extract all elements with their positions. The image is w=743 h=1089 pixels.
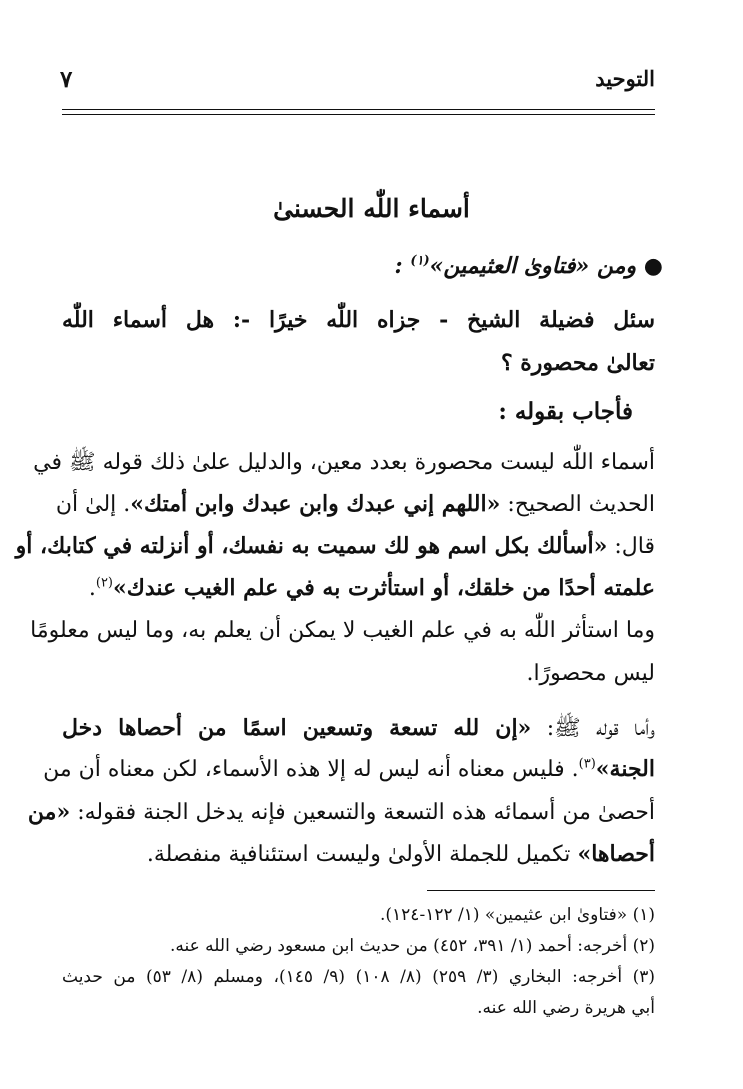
para2-line-4-text: تكميل للجملة الأولىٰ وليست استئنافية منفصلة. — [146, 842, 578, 867]
para2-line-1 — [62, 714, 655, 746]
question-line-1: سئل فضيلة الشيخ - جزاه اللّٰه خيرًا -: هل أسماء اللّٰه — [62, 307, 655, 333]
hadith-quote-2: «أسألك بكل اسم هو لك سميت به نفسك، أو أنزلته في كتابك، أو — [15, 533, 608, 559]
para1-line-1: أسماء اللّٰه ليست محصورة بعدد معين، والدليل علىٰ ذلك قوله ﷺ في — [33, 450, 655, 475]
hadith-quote-1: «اللهم إني عبدك وابن عبدك وابن أمتك» — [130, 491, 501, 517]
para1-line-5: وما استأثر اللّٰه به في علم الغيب لا يمكن أن يعلم به، وما ليس معلومًا — [30, 618, 655, 643]
hadith-quote-3: «إن لله تسعة وتسعين اسمًا من أحصاها دخل — [62, 715, 532, 741]
para1-line-6: ليس محصورًا. — [526, 661, 655, 686]
footnote-1: (١) «فتاوىٰ ابن عثيمين» (١/ ١٢٢-١٢٤). — [379, 905, 655, 925]
header-rule-bottom — [62, 114, 655, 115]
hadith-quote-2-cont: علمته أحدًا من خلقك، أو استأثرت به في علم الغيب عندك» — [113, 575, 655, 601]
para2-line-2-text: . فليس معناه أنه ليس له إلا هذه الأسماء، لكن معناه أن من — [43, 757, 579, 782]
footnote-ref-3: (٣) — [578, 756, 596, 772]
para1-line-2 — [55, 491, 655, 517]
para2-line-3 — [27, 799, 655, 825]
page-header — [60, 66, 655, 102]
footnote-ref-1: (١) — [410, 253, 430, 269]
footnote-separator — [427, 890, 655, 891]
footnote-3-cont: أبي هريرة رضي الله عنه. — [477, 998, 655, 1018]
para1-line-3-text: قال: — [607, 534, 655, 559]
source-line — [395, 253, 663, 279]
hadith-quote-4: «من — [27, 799, 71, 825]
header-rule-top — [62, 109, 655, 110]
page-number: ٧ — [60, 66, 73, 93]
para1-line-4-end: . — [88, 576, 96, 601]
footnote-3: (٣) أخرجه: البخاري (٣/ ٢٥٩) (٨/ ١٠٨) (٩/ ١٤٥)، ومسلم (٨/ ٥٣) من حديث — [62, 967, 656, 987]
para2-line-1-text: وأما قوله ﷺ: — [531, 716, 655, 741]
footnote-ref-2: (٢) — [95, 575, 113, 591]
source-text: ومن «فتاوىٰ العثيمين» — [429, 253, 637, 279]
question-line-2: تعالىٰ محصورة ؟ — [500, 350, 655, 376]
para1-line-3 — [15, 533, 655, 559]
para1-line-2-tail: . إلىٰ أن — [55, 492, 131, 517]
hadith-quote-4-cont: أحصاها» — [577, 841, 655, 867]
para2-line-4 — [147, 841, 655, 867]
para2-line-3-text: أحصىٰ من أسمائه هذه التسعة والتسعين فإنه يدخل الجنة فقوله: — [70, 800, 655, 825]
section-title: أسماء اللّٰه الحسنىٰ — [273, 194, 470, 223]
footnote-2: (٢) أخرجه: أحمد (١/ ٣٩١، ٤٥٢) من حديث ابن مسعود رضي الله عنه. — [169, 936, 655, 956]
running-title: التوحيد — [595, 66, 655, 91]
answer-heading: فأجاب بقوله : — [498, 398, 633, 425]
bullet: ● — [643, 253, 663, 279]
hadith-quote-3-cont: الجنة» — [595, 756, 655, 782]
source-colon: : — [394, 253, 411, 279]
para2-line-2 — [43, 756, 655, 782]
para1-line-4 — [89, 575, 655, 601]
para1-line-2-text: الحديث الصحيح: — [500, 492, 655, 517]
